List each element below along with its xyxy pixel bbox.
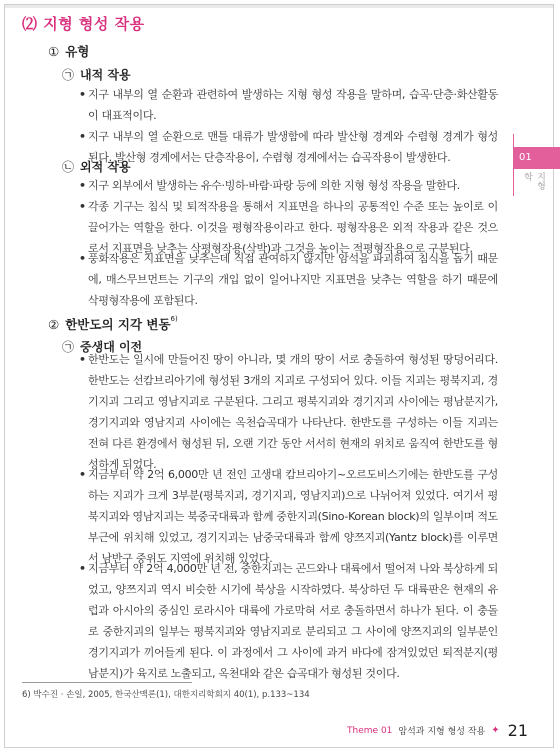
chapter-side-tab (513, 134, 560, 196)
footnote-ref: 6) (170, 315, 178, 323)
bullet: • (79, 252, 86, 265)
paragraph-collision (79, 558, 498, 684)
heading-external-process (62, 158, 131, 175)
bullet: • (79, 562, 86, 575)
bullet: • (79, 88, 86, 101)
heading-number: ㉡ (62, 160, 75, 174)
paragraph-text: 지구 내부의 열 순환으로 맨틀 대류가 발생함에 따라 발산형 경계와 수렴형 경계가 형성된다. 발산형 경계에서는 단층작용이, 수렴형 경계에서는 습곡작용이 발생한다. (88, 130, 498, 164)
paragraph-text: 지구 외부에서 발생하는 유수·빙하·바람·파랑 등에 의한 지형 형성 작용을 말한다. (88, 179, 460, 192)
page-number: 21 (507, 721, 528, 740)
paragraph-external-def (79, 175, 498, 196)
chapter-number: 01 (513, 147, 560, 169)
footnote: 6) 박수진 · 손일, 2005, 한국산맥론(1), 대한지리학회지 40(1), p.133~134 (22, 690, 310, 700)
paragraph-weathering (79, 248, 498, 311)
diamond-icon: ✦ (491, 725, 500, 736)
heading-number: ㉠ (62, 340, 75, 354)
paragraph-text: 풍화작용은 지표면을 낮추는데 직접 관여하지 않지만 암석을 파괴하여 침식을 돕기 때문에, 매스무브먼트는 기구의 개입 없이 일어나지만 지표면을 낮추는 역할을 하기 때문에 삭평형작용에 포함된다. (88, 252, 498, 307)
heading-number: ① (48, 44, 60, 59)
heading-types (48, 42, 89, 60)
paragraph-internal-def (79, 84, 498, 126)
bullet: • (79, 130, 86, 143)
paragraph-text: 지구 내부의 열 순환과 관련하여 발생하는 지형 형성 작용을 말하며, 습곡·단층·화산활동이 대표적이다. (88, 88, 498, 122)
bullet: • (79, 179, 86, 192)
paragraph-peninsula-formation (79, 349, 498, 475)
paragraph-text: 각종 기구는 침식 및 퇴적작용을 통해서 지표면을 하나의 공통적인 수준 또는 높이로 이끌어가는 역할을 한다. 이것을 평형작용이라고 한다. 평형작용은 외적 작용과 같은 것으로서 지표면을 낮추는 삭평형작용(삭박)과 그것을 높이는 적평형작용으로 구분된다. (88, 200, 498, 255)
top-bar (5, 5, 553, 8)
page-footer (347, 721, 528, 740)
footer-title: 암석과 지형 형성 작용 (398, 727, 486, 737)
heading-label: 내적 작용 (80, 68, 131, 82)
footnote-divider (22, 682, 192, 683)
heading-crustal-movement (48, 315, 178, 333)
bullet: • (79, 353, 86, 366)
heading-label: 외적 작용 (80, 160, 131, 174)
bullet: • (79, 468, 86, 481)
heading-label: 한반도의 지각 변동 (65, 317, 171, 332)
bullet: • (79, 200, 86, 213)
chapter-label: 지형학 (522, 172, 545, 190)
footer-theme: Theme 01 (347, 725, 393, 736)
section-title: ⑵ 지형 형성 작용 (22, 15, 145, 33)
heading-number: ② (48, 317, 60, 332)
paragraph-text: 지금부터 약 2억 6,000만 년 전인 고생대 캄브리아기~오르도비스기에는 한반도를 구성하는 지괴가 크게 3부분(평북지괴, 경기지괴, 영남지괴)으로 나뉘어져 있었다. 여기서 평북지괴와 영남지괴는 북중국대륙과 함께 중한지괴(Sino-Korean block)의 일부이며 적도 부근에 위치해 있었고, 경기지괴는 남중국대륙과 함께 양쯔지괴(Yantz block)를 이루면서 남반구 중위도 지역에 위치해 있었다. (88, 468, 498, 565)
heading-label: 중생대 이전 (80, 340, 143, 354)
paragraph-text: 한반도는 일시에 만들어진 땅이 아니라, 몇 개의 땅이 서로 충돌하여 형성된 땅덩어리다. 한반도는 선캄브리아기에 형성된 3개의 지괴로 구성되어 있다. 이들 지괴는 평북지괴, 경기지괴 그리고 영남지괴로 구분된다. 그리고 평북지괴와 경기지괴 사이에는 평남분지가, 경기지괴와 영남지괴 사이에는 옥천습곡대가 나타난다. 한반도를 구성하는 이들 지괴는 전혀 다른 환경에서 형성된 뒤, 오랜 기간 동안 서서히 현재의 위치로 움직여 한반도를 형성하게 되었다. (88, 353, 498, 471)
heading-label: 유형 (65, 44, 90, 59)
paragraph-paleozoic (79, 464, 498, 569)
heading-internal-process (62, 66, 131, 83)
paragraph-text: 지금부터 약 2억 4,000만 년 전, 중한지괴는 곤드와나 대륙에서 떨어져 나와 북상하게 되었고, 양쯔지괴 역시 비슷한 시기에 북상을 시작하였다. 북상하던 두 대륙판은 현재의 유럽과 아시아의 중심인 로라시아 대륙에 가로막혀 서로 충돌하면서 하나가 된다. 이 충돌로 중한지괴의 일부는 평북지괴와 영남지괴로 분리되고 그 사이에 양쯔지괴의 일부분인 경기지괴가 끼어들게 된다. 이 과정에서 그 사이에 과거 바다에 잠겨있었던 퇴적분지(평남분지)가 육지로 노출되고, 옥천대와 같은 습곡대가 형성된 것이다. (88, 562, 498, 680)
heading-number: ㉠ (62, 68, 75, 82)
